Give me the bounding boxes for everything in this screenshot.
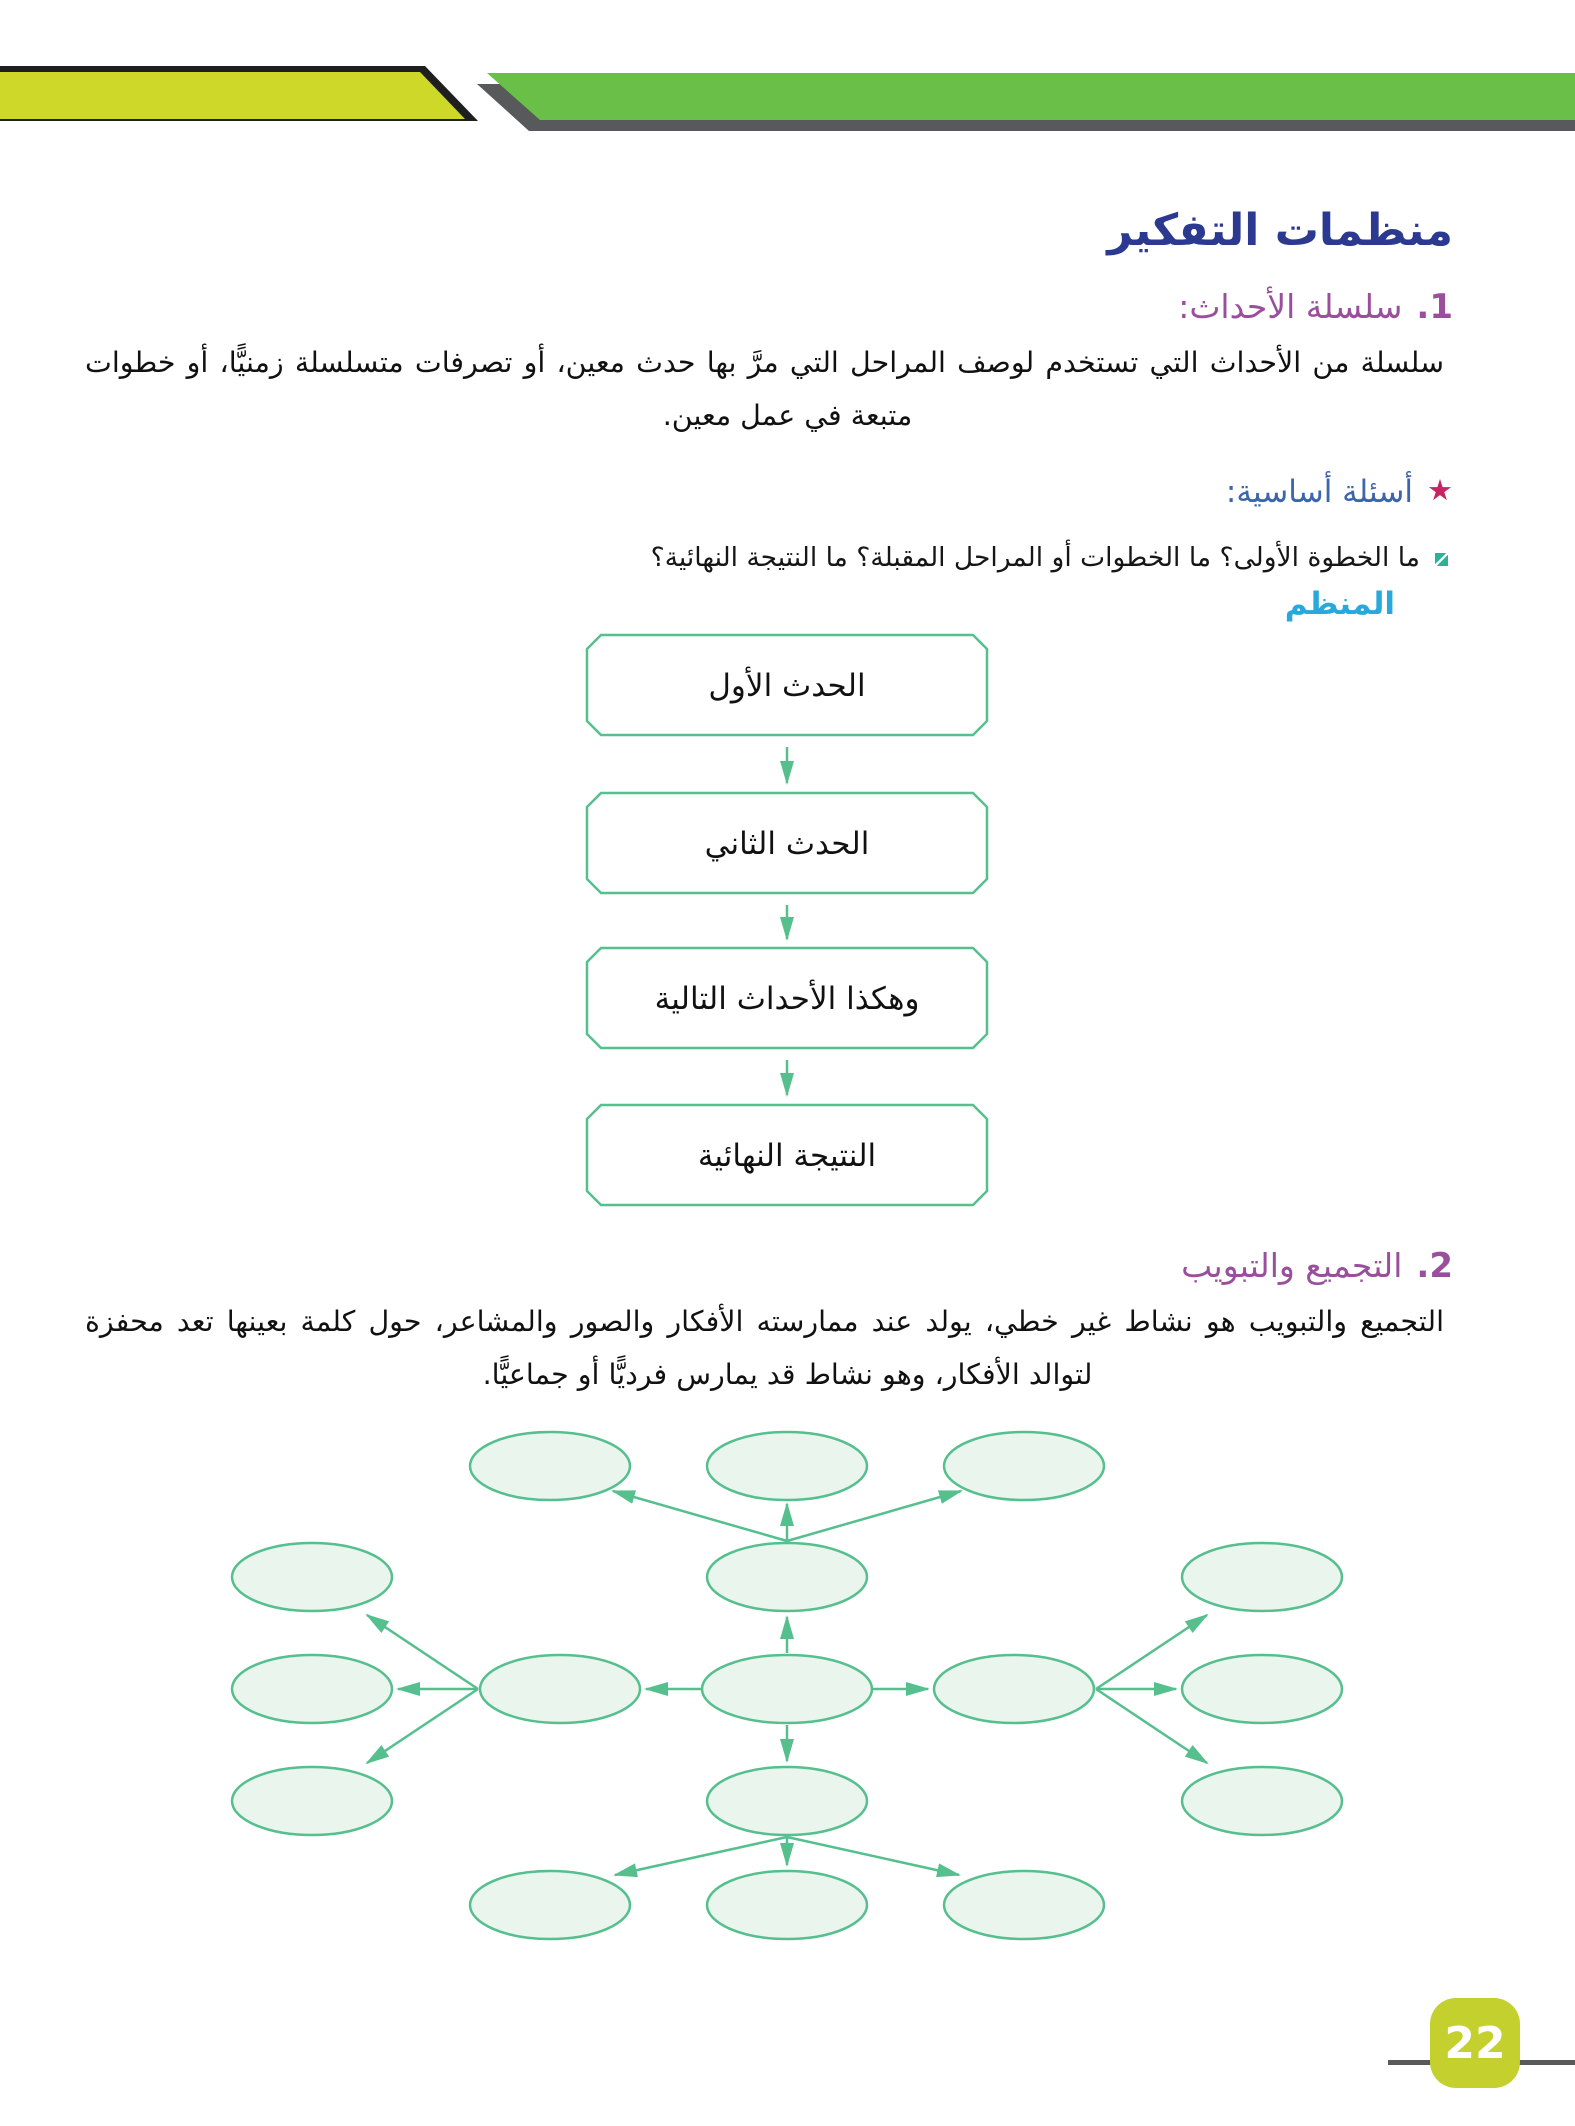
header-lime-band (0, 72, 465, 119)
section1-heading-text: سلسلة الأحداث: (1178, 287, 1403, 326)
mindmap-node (707, 1432, 867, 1500)
paragraph-line: سلسلة من الأحداث التي تستخدم لوصف المراحل التي مرَّ بها حدث معين، أو تصرفات متسلسلة زمنيًّا، أو خطوات (85, 346, 1444, 379)
header-green-band (487, 73, 1575, 120)
mindmap-node (1182, 1655, 1342, 1723)
paragraph-line: التجميع والتبويب هو نشاط غير خطي، يولد عند ممارسته الأفكار والصور والمشاعر، حول كلمة بعينها تعد محفزة (85, 1305, 1444, 1338)
flowchart-box-label: وهكذا الأحداث التالية (654, 981, 920, 1017)
paragraph-line: لتوالد الأفكار، وهو نشاط قد يمارس فرديًّا أو جماعيًّا. (482, 1358, 1093, 1391)
mindmap-node (707, 1543, 867, 1611)
essential-questions-label: أسئلة أساسية: (1225, 474, 1413, 510)
flowchart-box-label: النتيجة النهائية (697, 1138, 877, 1174)
mindmap-arrow (787, 1837, 959, 1875)
flowchart-box-label: الحدث الثاني (704, 826, 870, 862)
mindmap-node (1182, 1543, 1342, 1611)
section1-heading (1178, 287, 1453, 327)
section2-paragraph (85, 1305, 1490, 1391)
mindmap-arrow (615, 1837, 787, 1875)
star-icon: ★ (1427, 473, 1453, 507)
page-number-badge (1430, 1998, 1520, 2088)
mindmap-node (480, 1655, 640, 1723)
sequence-flowchart (557, 625, 1017, 1237)
mindmap-node (232, 1655, 392, 1723)
clustering-mindmap (215, 1425, 1360, 1950)
section1-paragraph (85, 346, 1490, 432)
mindmap-node (470, 1871, 630, 1939)
question-bullet-row (651, 542, 1448, 573)
page-number: 22 (1444, 2017, 1506, 2069)
flowchart-box-label: الحدث الأول (708, 668, 866, 704)
section2-heading (1181, 1246, 1453, 1286)
section2-number: 2. (1416, 1246, 1453, 1286)
mindmap-node (232, 1543, 392, 1611)
mindmap-node (707, 1767, 867, 1835)
section2-heading-text: التجميع والتبويب (1181, 1246, 1403, 1285)
page-title: منظمات التفكير (1107, 205, 1453, 256)
section1-number: 1. (1416, 287, 1453, 327)
paragraph-line: متبعة في عمل معين. (662, 399, 913, 432)
mindmap-node (1182, 1767, 1342, 1835)
square-bullet-icon (1435, 553, 1448, 566)
mindmap-node (707, 1871, 867, 1939)
mindmap-node (934, 1655, 1094, 1723)
mindmap-center-node (702, 1655, 872, 1723)
essential-questions-heading (1226, 474, 1453, 510)
organizer-label: المنظم (1284, 586, 1395, 622)
mindmap-node (470, 1432, 630, 1500)
mindmap-node (944, 1432, 1104, 1500)
mindmap-node (944, 1871, 1104, 1939)
mindmap-node (232, 1767, 392, 1835)
question-text: ما الخطوة الأولى؟ ما الخطوات أو المراحل المقبلة؟ ما النتيجة النهائية؟ (650, 542, 1420, 573)
header-decoration (0, 0, 1575, 145)
